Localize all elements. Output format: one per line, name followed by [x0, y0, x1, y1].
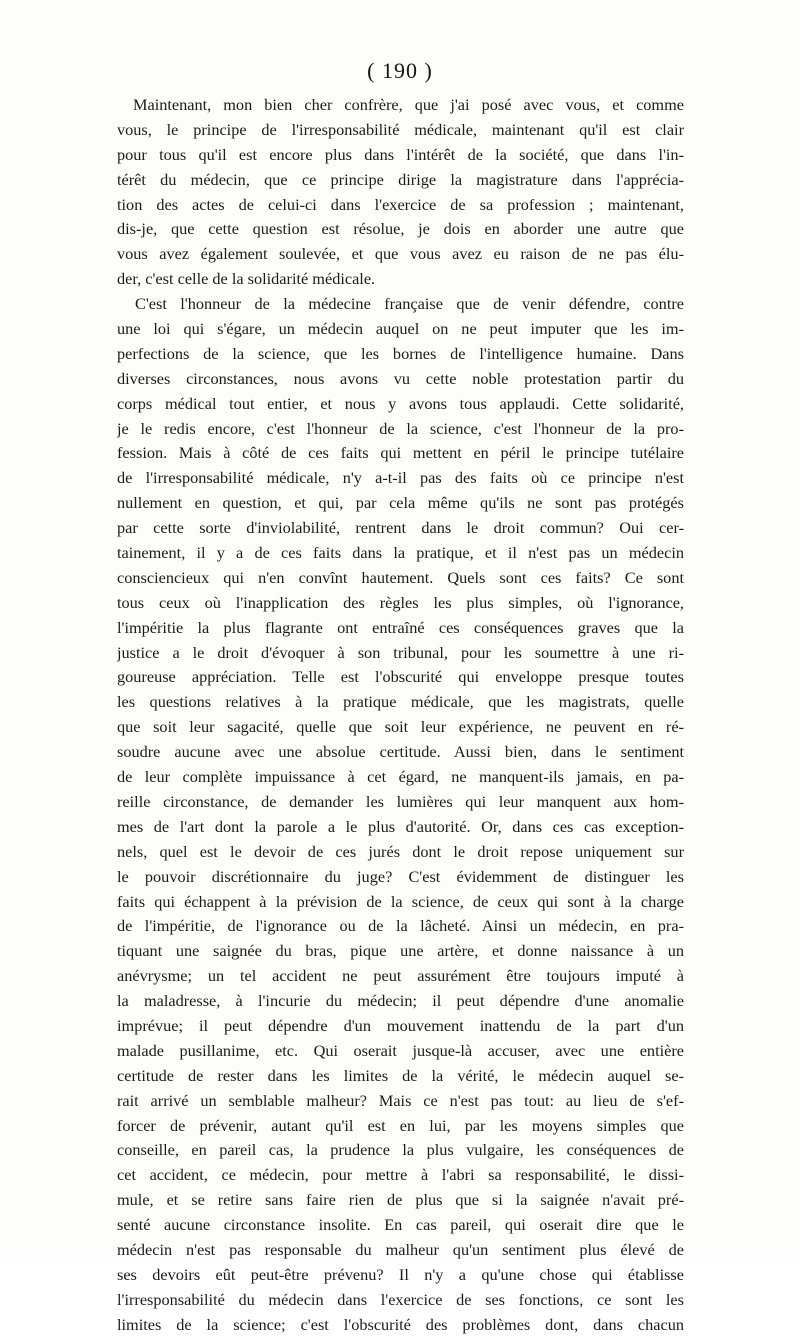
text-line: faits qui échappent à la prévision de la science, de ceux qui sont à la charge [117, 891, 684, 911]
text-line: la maladresse, à l'incurie du médecin; il peut dépendre d'une anomalie [117, 991, 684, 1011]
text-line: tous ceux où l'inapplication des règles les plus simples, où l'ignorance, [117, 592, 684, 612]
text-line: par cette sorte d'inviolabilité, rentrent dans le droit commun? Oui cer- [117, 518, 684, 538]
text-line: vous avez également soulevée, et que vous avez eu raison de ne pas élu- [117, 244, 684, 264]
text-line: anévrysme; un tel accident ne peut assurément être toujours imputé à [117, 966, 684, 986]
text-line: de l'impéritie, de l'ignorance ou de la lâcheté. Ainsi un médecin, en pra- [117, 916, 684, 936]
text-line: reille circonstance, de demander les lumières qui leur manquent aux hom- [117, 791, 684, 811]
text-line: térêt du médecin, que ce principe dirige la magistrature dans l'apprécia- [117, 169, 684, 189]
text-line: cet accident, ce médecin, pour mettre à l'abri sa responsabilité, le dissi- [117, 1165, 684, 1185]
text-line: nullement en question, et qui, par cela même qu'ils ne sont pas protégés [117, 493, 684, 513]
text-line: malade pusillanime, etc. Qui oserait jusque-là accuser, avec une entière [117, 1040, 684, 1060]
text-line: de leur complète impuissance à cet égard, ne manquent-ils jamais, en pa- [117, 767, 684, 787]
text-line: pour tous qu'il est encore plus dans l'intérêt de la société, que dans l'in- [117, 144, 684, 164]
text-line: fession. Mais à côté de ces faits qui mettent en péril le principe tutélaire [117, 443, 684, 463]
text-line: C'est l'honneur de la médecine française que de venir défendre, contre [135, 294, 684, 314]
text-line: dis-je, que cette question est résolue, je dois en aborder une autre que [117, 219, 684, 239]
text-line: nels, quel est le devoir de ces jurés dont le droit repose uniquement sur [117, 841, 684, 861]
text-line: conseille, en pareil cas, la prudence la plus vulgaire, les conséquences de [117, 1140, 684, 1160]
text-line: imprévue; il peut dépendre d'un mouvement inattendu de la part d'un [117, 1015, 684, 1035]
text-line: senté aucune circonstance insolite. En cas pareil, qui oserait dire que le [117, 1215, 684, 1235]
text-line: le pouvoir discrétionnaire du juge? C'est évidemment de distinguer les [117, 866, 684, 886]
text-line: une loi qui s'égare, un médecin auquel on ne peut imputer que les im- [117, 319, 684, 339]
text-line: corps médical tout entier, et nous y avons tous applaudi. Cette solidarité, [117, 393, 684, 413]
page-number: ( 190 ) [367, 58, 433, 83]
text-line: goureuse appréciation. Telle est l'obscurité qui enveloppe presque toutes [117, 667, 684, 687]
text-line: de l'irresponsabilité médicale, n'y a-t-il pas des faits où ce principe n'est [117, 468, 684, 488]
text-line: perfections de la science, que les bornes de l'intelligence humaine. Dans [117, 343, 684, 363]
text-line: limites de la science; c'est l'obscurité des problèmes dont, dans chacun [117, 1314, 684, 1334]
text-line: tainement, il y a de ces faits dans la pratique, et il n'est pas un médecin [117, 543, 684, 563]
text-line: que soit leur sagacité, quelle que soit leur expérience, ne peuvent en ré- [117, 717, 684, 737]
text-line: der, c'est celle de la solidarité médicale. [117, 269, 376, 289]
text-line: forcer de prévenir, autant qu'il est en lui, par les moyens simples que [117, 1115, 684, 1135]
text-line: tiquant une saignée du bras, pique une artère, et donne naissance à un [117, 941, 684, 961]
text-line: rait arrivé un semblable malheur? Mais ce n'est pas tout: au lieu de s'ef- [117, 1090, 684, 1110]
text-line: justice a le droit d'évoquer à son tribunal, pour les soumettre à une ri- [117, 642, 684, 662]
text-line: mule, et se retire sans faire rien de plus que si la saignée n'avait pré- [117, 1190, 684, 1210]
text-line: consciencieux qui n'en convînt hautement. Quels sont ces faits? Ce sont [117, 567, 684, 587]
text-line: vous, le principe de l'irresponsabilité médicale, maintenant qu'il est clair [117, 119, 684, 139]
text-line: je le redis encore, c'est l'honneur de la science, c'est l'honneur de la pro- [117, 418, 684, 438]
text-line: diverses circonstances, nous avons vu cette noble protestation partir du [117, 368, 684, 388]
text-line: ses devoirs eût peut-être prévenu? Il n'y a qu'une chose qui établisse [117, 1264, 684, 1284]
text-line: tion des actes de celui-ci dans l'exercice de sa profession ; maintenant, [117, 194, 684, 214]
text-line: Maintenant, mon bien cher confrère, que j'ai posé avec vous, et comme [133, 95, 684, 114]
text-line: l'impéritie la plus flagrante ont entraîné ces conséquences graves que la [117, 617, 684, 637]
text-line: l'irresponsabilité du médecin dans l'exercice de ses fonctions, ce sont les [117, 1289, 684, 1309]
text-line: les questions relatives à la pratique médicale, que les magistrats, quelle [117, 692, 684, 712]
text-line: mes de l'art dont la parole a le plus d'autorité. Or, dans ces cas exception- [117, 816, 684, 836]
body-text [117, 93, 684, 1338]
text-line: certitude de rester dans les limites de la vérité, le médecin auquel se- [117, 1065, 684, 1085]
text-line: soudre aucune avec une absolue certitude. Aussi bien, dans le sentiment [117, 742, 684, 762]
text-line: médecin n'est pas responsable du malheur qu'un sentiment plus élevé de [117, 1239, 684, 1259]
